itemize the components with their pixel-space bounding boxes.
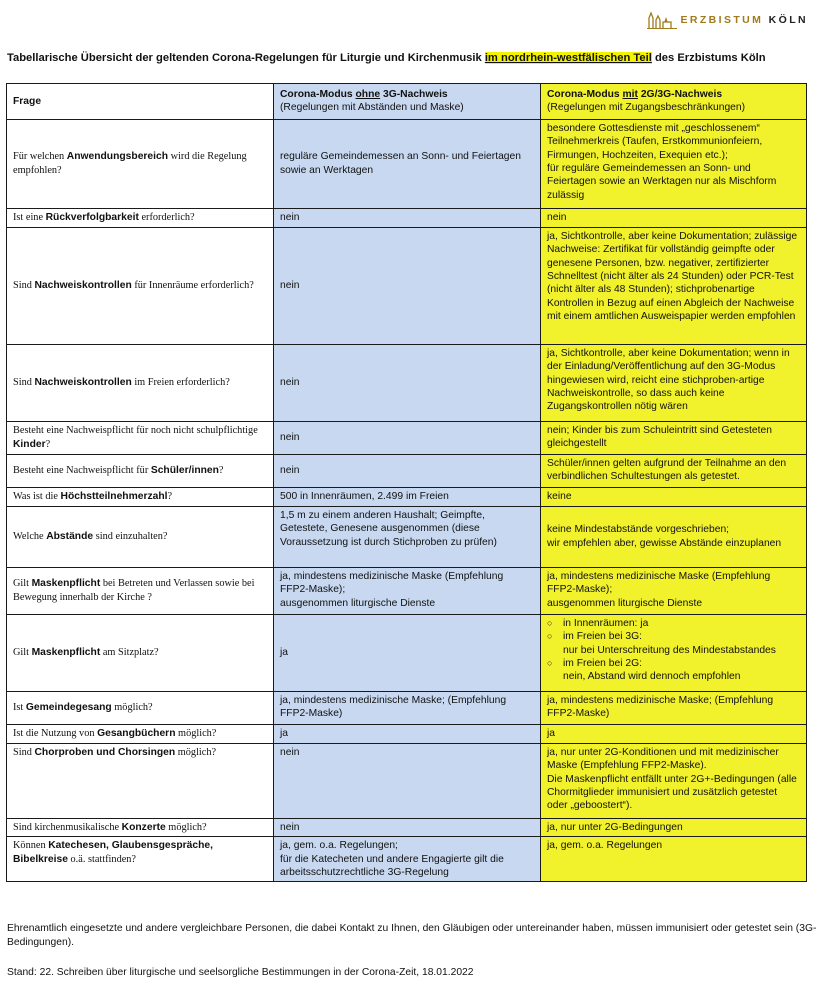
question-cell: Ist eine Rückverfolgbarkeit erforderlich? <box>7 208 274 227</box>
question-cell: Gilt Maskenpflicht am Sitzplatz? <box>7 614 274 691</box>
table-row <box>7 818 807 836</box>
list-item: ○ in Innenräumen: ja <box>563 617 800 630</box>
question-cell: Sind kirchenmusikalische Konzerte möglich? <box>7 818 274 836</box>
title-end: des Erzbistums Köln <box>651 52 766 64</box>
list-item: ○ im Freien bei 2G: nein, Abstand wird dennoch empfohlen <box>563 657 800 684</box>
table-row <box>7 344 807 421</box>
footer-note: Ehrenamtlich eingesetzte und andere vergleichbare Personen, die dabei Kontakt zu Ihnen, den Gläubigen oder untereinander haben, müssen immunisiert oder getestet sein (3G-Bedingungen). <box>7 923 817 948</box>
footer-stand: Stand: 22. Schreiben über liturgische und seelsorgliche Bestimmungen in der Corona-Zeit, 18.01.2022 <box>7 967 474 978</box>
answer-without-3g: nein <box>274 344 541 421</box>
answer-with-2g3g: nein <box>541 208 807 227</box>
answer-without-3g: 500 in Innenräumen, 2.499 im Freien <box>274 487 541 506</box>
table-row <box>7 227 807 344</box>
answer-without-3g: ja, mindestens medizinische Maske (Empfehlung FFP2-Maske); ausgenommen liturgische Dienste <box>274 567 541 614</box>
title-highlight: im nordrhein-westfälischen Teil <box>484 52 652 64</box>
table-row <box>7 506 807 567</box>
answer-with-2g3g: Schüler/innen gelten aufgrund der Teilnahme an den verbindlichen Schultestungen als getestet. <box>541 454 807 487</box>
answer-with-2g3g: ja, Sichtkontrolle, aber keine Dokumentation; wenn in der Einladung/Veröffentlichung auf den 3G-Modus hingewiesen wird, reicht eine stichproben-artige Nachweiskontrolle, so dass auch keine Zugangskontrollen nötig wären <box>541 344 807 421</box>
answer-without-3g: ja <box>274 724 541 743</box>
answer-with-2g3g: ja, nur unter 2G-Konditionen und mit medizinischer Maske (Empfehlung FFP2-Maske). Die Maskenpflicht entfällt unter 2G+-Bedingungen (alle Chormitglieder immunisiert und zusätzlich getestet oder „geboostert“). <box>541 743 807 818</box>
answer-with-2g3g: ja, mindestens medizinische Maske; (Empfehlung FFP2-Maske) <box>541 691 807 724</box>
answer-with-2g3g: keine Mindestabstände vorgeschrieben; wir empfehlen aber, gewisse Abstände einzuplanen <box>541 506 807 567</box>
table-row <box>7 724 807 743</box>
header-without-3g: Corona-Modus ohne 3G-Nachweis (Regelungen mit Abständen und Maske) <box>274 84 541 120</box>
table-row <box>7 119 807 208</box>
answer-with-2g3g: keine <box>541 487 807 506</box>
answer-with-2g3g: ja, mindestens medizinische Maske (Empfehlung FFP2-Maske); ausgenommen liturgische Dienste <box>541 567 807 614</box>
table-header-row <box>7 84 807 120</box>
answer-with-2g3g: ja <box>541 724 807 743</box>
answer-without-3g: nein <box>274 208 541 227</box>
answer-with-2g3g: ja, gem. o.a. Regelungen <box>541 837 807 882</box>
table-row <box>7 421 807 454</box>
answer-without-3g: ja <box>274 614 541 691</box>
question-cell: Ist die Nutzung von Gesangbüchern möglich? <box>7 724 274 743</box>
question-cell: Können Katechesen, Glaubensgespräche, Bibelkreise o.ä. stattfinden? <box>7 837 274 882</box>
erzbistum-logo <box>647 10 808 30</box>
answer-without-3g: nein <box>274 743 541 818</box>
question-cell: Gilt Maskenpflicht bei Betreten und Verlassen sowie bei Bewegung innerhalb der Kirche ? <box>7 567 274 614</box>
question-cell: Welche Abstände sind einzuhalten? <box>7 506 274 567</box>
answer-without-3g: nein <box>274 454 541 487</box>
header-with-2g3g: Corona-Modus mit 2G/3G-Nachweis (Regelungen mit Zugangsbeschränkungen) <box>541 84 807 120</box>
answer-with-2g3g: besondere Gottesdienste mit „geschlossenem“ Teilnehmerkreis (Taufen, Erstkommunionfeiern, Firmungen, Hochzeiten, Exequien etc.); für reguläre Gemeindemessen an Sonn- und Feiertagen sowie an Werktagen nur als Mischform zulässig <box>541 119 807 208</box>
regulations-table <box>6 83 807 882</box>
cathedral-icon <box>647 10 677 30</box>
answer-without-3g: reguläre Gemeindemessen an Sonn- und Feiertagen sowie an Werktagen <box>274 119 541 208</box>
question-cell: Ist Gemeindegesang möglich? <box>7 691 274 724</box>
table-row <box>7 567 807 614</box>
table-row <box>7 487 807 506</box>
table-row <box>7 837 807 882</box>
answer-with-2g3g: nein; Kinder bis zum Schuleintritt sind Getesteten gleichgestellt <box>541 421 807 454</box>
mask-options-list <box>547 617 800 684</box>
table-row <box>7 743 807 818</box>
answer-without-3g: nein <box>274 818 541 836</box>
table-row <box>7 614 807 691</box>
question-cell: Besteht eine Nachweispflicht für Schüler/innen? <box>7 454 274 487</box>
answer-without-3g: 1,5 m zu einem anderen Haushalt; Geimpfte, Getestete, Genesene ausgenommen (diese Voraussetzung ist durch Stichproben zu prüfen) <box>274 506 541 567</box>
header-question: Frage <box>7 84 274 120</box>
answer-with-2g3g: ja, nur unter 2G-Bedingungen <box>541 818 807 836</box>
answer-with-2g3g: ja, Sichtkontrolle, aber keine Dokumentation; zulässige Nachweise: Zertifikat für vollständig geimpfte oder genesene Personen, bzw. negativer, zertifizierter Schnelltest (nicht älter als 24 Stunden) oder PCR-Test (nicht älter als 48 Stunden); stichprobenartige Kontrollen in Bezug auf einen Abgleich der Nachweise mit einem amtlichen Ausweispapier werden empfohlen <box>541 227 807 344</box>
question-cell: Sind Nachweiskontrollen für Innenräume erforderlich? <box>7 227 274 344</box>
question-cell: Was ist die Höchstteilnehmerzahl? <box>7 487 274 506</box>
question-cell: Besteht eine Nachweispflicht für noch nicht schulpflichtige Kinder? <box>7 421 274 454</box>
answer-with-2g3g <box>541 614 807 691</box>
answer-without-3g: ja, mindestens medizinische Maske; (Empfehlung FFP2-Maske) <box>274 691 541 724</box>
question-cell: Für welchen Anwendungsbereich wird die Regelung empfohlen? <box>7 119 274 208</box>
title-start: Tabellarische Übersicht der geltenden Corona-Regelungen für Liturgie und Kirchenmusik <box>7 52 485 64</box>
table-row <box>7 208 807 227</box>
table-row <box>7 454 807 487</box>
list-item: ○ im Freien bei 3G: nur bei Unterschreitung des Mindestabstandes <box>563 630 800 657</box>
answer-without-3g: nein <box>274 227 541 344</box>
logo-text: ERZBISTUM KÖLN <box>680 14 808 26</box>
answer-without-3g: nein <box>274 421 541 454</box>
question-cell: Sind Chorproben und Chorsingen möglich? <box>7 743 274 818</box>
document-title <box>7 52 766 64</box>
answer-without-3g: ja, gem. o.a. Regelungen; für die Katecheten und andere Engagierte gilt die arbeitsschutzrechtliche 3G-Regelung <box>274 837 541 882</box>
question-cell: Sind Nachweiskontrollen im Freien erforderlich? <box>7 344 274 421</box>
table-row <box>7 691 807 724</box>
